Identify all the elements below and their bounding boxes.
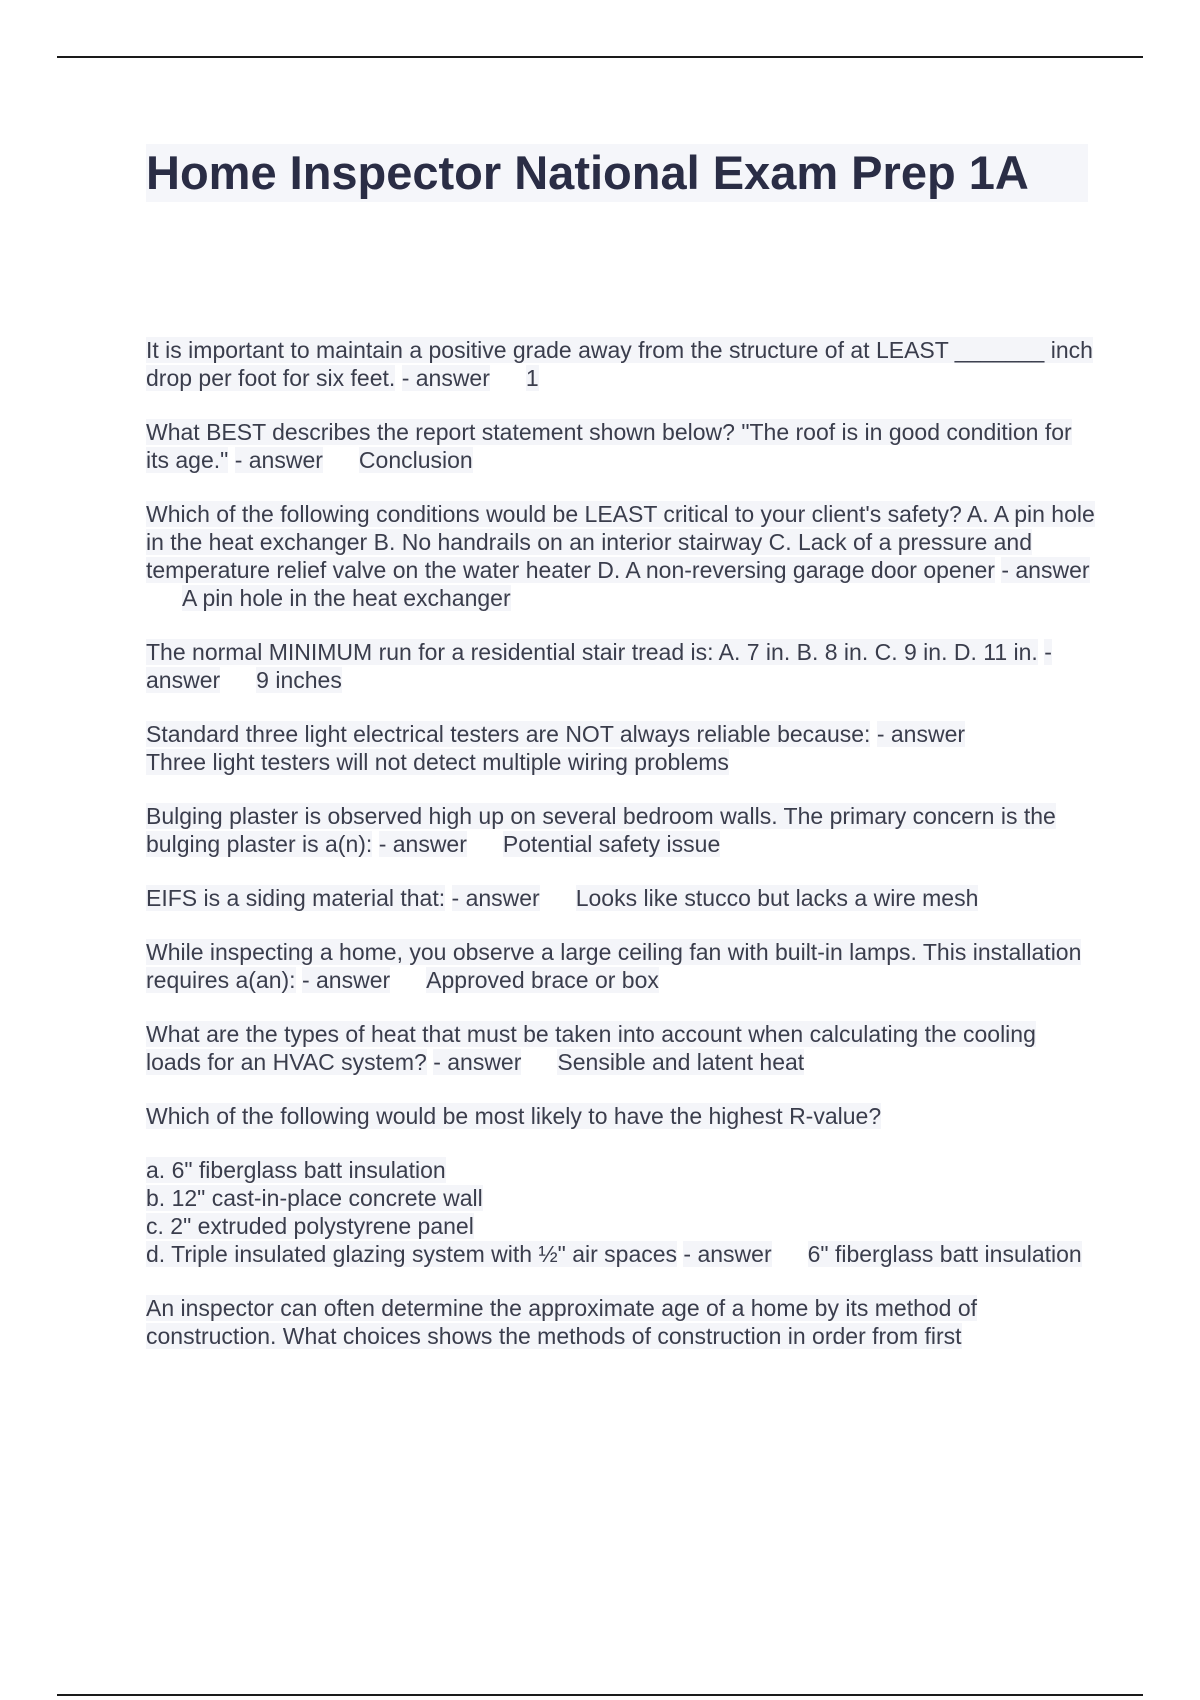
option-c: c. 2" extruded polystyrene panel <box>146 1213 474 1239</box>
qa-item-6 <box>146 802 1096 858</box>
answer-label: - answer <box>378 831 467 857</box>
qa-item-8 <box>146 938 1096 994</box>
question-text: EIFS is a siding material that: <box>146 885 446 911</box>
qa-item-10-question <box>146 1102 1096 1130</box>
qa-item-2 <box>146 418 1096 474</box>
top-rule <box>57 56 1143 58</box>
qa-item-9 <box>146 1020 1096 1076</box>
answer-label: - answer <box>401 365 490 391</box>
qa-item-4 <box>146 638 1096 694</box>
answer-text: Conclusion <box>358 447 473 473</box>
answer-label: - answer <box>683 1241 772 1267</box>
question-text: Which of the following would be most likely to have the highest R-value? <box>146 1103 882 1129</box>
qa-list <box>146 336 1096 1376</box>
answer-label: - answer <box>876 721 966 747</box>
question-text: What are the types of heat that must be taken into account when calculating the cooling loads for an HVAC system? <box>146 1021 1036 1075</box>
answer-text: 1 <box>525 365 539 391</box>
question-text: Which of the following conditions would be LEAST critical to your client's safety? A. A pin hole in the heat exchanger B. No handrails on an interior stairway C. Lack of a pressure and temperature relief valve on the water heater D. A non-reversing garage door opener <box>146 501 1095 583</box>
qa-item-1 <box>146 336 1096 392</box>
qa-item-11 <box>146 1294 1096 1350</box>
qa-item-10-options <box>146 1156 1096 1268</box>
answer-text: A pin hole in the heat exchanger <box>182 585 511 611</box>
option-a: a. 6" fiberglass batt insulation <box>146 1157 446 1183</box>
option-d: d. Triple insulated glazing system with ½" air spaces <box>146 1241 678 1267</box>
answer-text: Potential safety issue <box>502 831 721 857</box>
page-title: Home Inspector National Exam Prep 1A <box>146 146 1029 199</box>
question-text: The normal MINIMUM run for a residential stair tread is: A. 7 in. B. 8 in. C. 9 in. D. 11 in. <box>146 639 1038 665</box>
question-text: What BEST describes the report statement shown below? "The roof is in good condition for its age." <box>146 419 1072 473</box>
answer-text: Approved brace or box <box>426 967 659 993</box>
answer-text: 6" fiberglass batt insulation <box>807 1241 1082 1267</box>
answer-label: - answer <box>146 639 1052 693</box>
answer-text: Three light testers will not detect multiple wiring problems <box>146 749 729 775</box>
question-text: An inspector can often determine the approximate age of a home by its method of construction. What choices shows the methods of construction in order from first <box>146 1295 978 1349</box>
option-b: b. 12" cast-in-place concrete wall <box>146 1185 483 1211</box>
title-block <box>146 144 1088 202</box>
answer-text: 9 inches <box>256 667 342 693</box>
bottom-rule <box>57 1694 1143 1696</box>
question-text: Bulging plaster is observed high up on several bedroom walls. The primary concern is the bulging plaster is a(n): <box>146 803 1056 857</box>
answer-text: Looks like stucco but lacks a wire mesh <box>575 885 979 911</box>
answer-label: - answer <box>451 885 540 911</box>
answer-label: - answer <box>301 967 391 993</box>
question-text: It is important to maintain a positive grade away from the structure of at LEAST _______ inch drop per foot for six feet. <box>146 337 1093 391</box>
answer-label: - answer <box>234 447 323 473</box>
question-text: While inspecting a home, you observe a large ceiling fan with built-in lamps. This installation requires a(an): <box>146 939 1082 993</box>
question-text: Standard three light electrical testers are NOT always reliable because: <box>146 721 871 747</box>
qa-item-3 <box>146 500 1096 612</box>
qa-item-5 <box>146 720 1096 776</box>
qa-item-7 <box>146 884 1096 912</box>
answer-label: - answer <box>433 1049 522 1075</box>
answer-label: - answer <box>1001 557 1090 583</box>
answer-text: Sensible and latent heat <box>557 1049 805 1075</box>
